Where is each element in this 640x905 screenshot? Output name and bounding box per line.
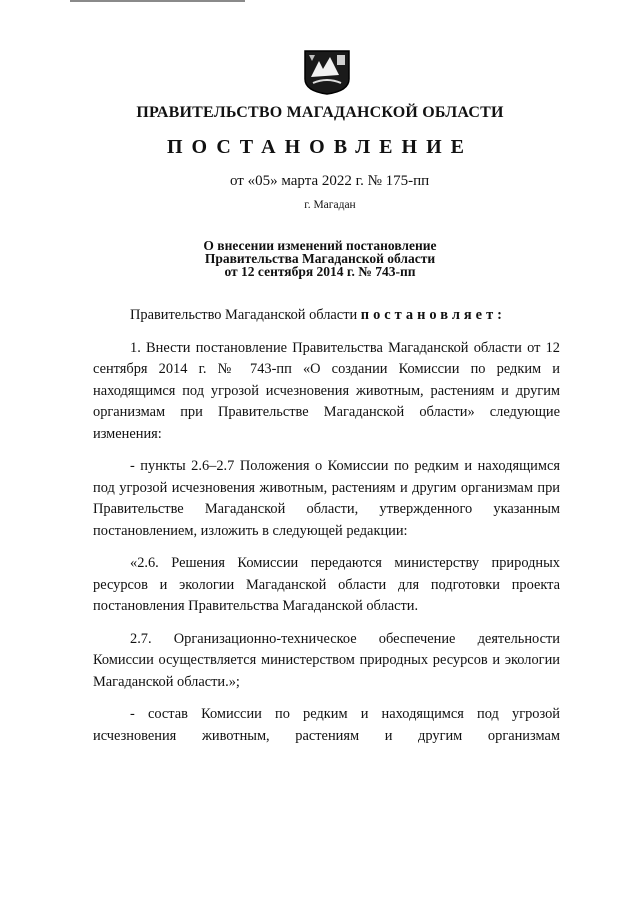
subject-line: Правительства Магаданской области bbox=[204, 251, 436, 266]
organization-title: ПРАВИТЕЛЬСТВО МАГАДАНСКОЙ ОБЛАСТИ bbox=[136, 104, 504, 121]
body-paragraph-2: - пункты 2.6–2.7 Положения о Комиссии по редким и находящимся под угрозой исчезновения животным, растениям и другим организмам при Правительстве Магаданской области, утвержденного указанным постановлением, изложить в следующей редакции: bbox=[93, 458, 560, 539]
document-date-number: от «05» марта 2022 г. № 175-пп bbox=[230, 173, 430, 189]
document-city: г. Магадан bbox=[304, 199, 356, 211]
intro-paragraph bbox=[93, 305, 560, 327]
subject-line: от 12 сентября 2014 г. № 743-пп bbox=[224, 264, 416, 279]
body-paragraph-3: «2.6. Решения Комиссии передаются министерству природных ресурсов и экологии Магаданской области для подготовки проекта постановления Правительства Магаданской области. bbox=[93, 555, 560, 614]
body-paragraph-5: - состав Комиссии по редким и находящимся под угрозой исчезновения животным, растениям и другим организмам bbox=[93, 706, 560, 744]
scan-artifact-line bbox=[70, 0, 245, 2]
document-type-title: ПОСТАНОВЛЕНИЕ bbox=[167, 136, 473, 158]
document-subject bbox=[0, 239, 640, 278]
body-paragraph-1: 1. Внести постановление Правительства Магаданской области от 12 сентября 2014 г. № 743-пп «О создании Комиссии по редким и находящимся под угрозой исчезновения животным, растениям и другим организмам при Правительстве Магаданской области» следующие изменения: bbox=[93, 339, 560, 442]
document-body bbox=[93, 305, 560, 758]
body-paragraph-4: 2.7. Организационно-техническое обеспечение деятельности Комиссии осуществляется министерством природных ресурсов и экологии Магаданской области.»; bbox=[93, 630, 560, 690]
decree-word: постановляет: bbox=[360, 307, 506, 323]
coat-of-arms-icon bbox=[303, 49, 351, 95]
subject-line: О внесении изменений постановление bbox=[203, 238, 437, 253]
intro-text: Правительство Магаданской области bbox=[130, 307, 358, 323]
